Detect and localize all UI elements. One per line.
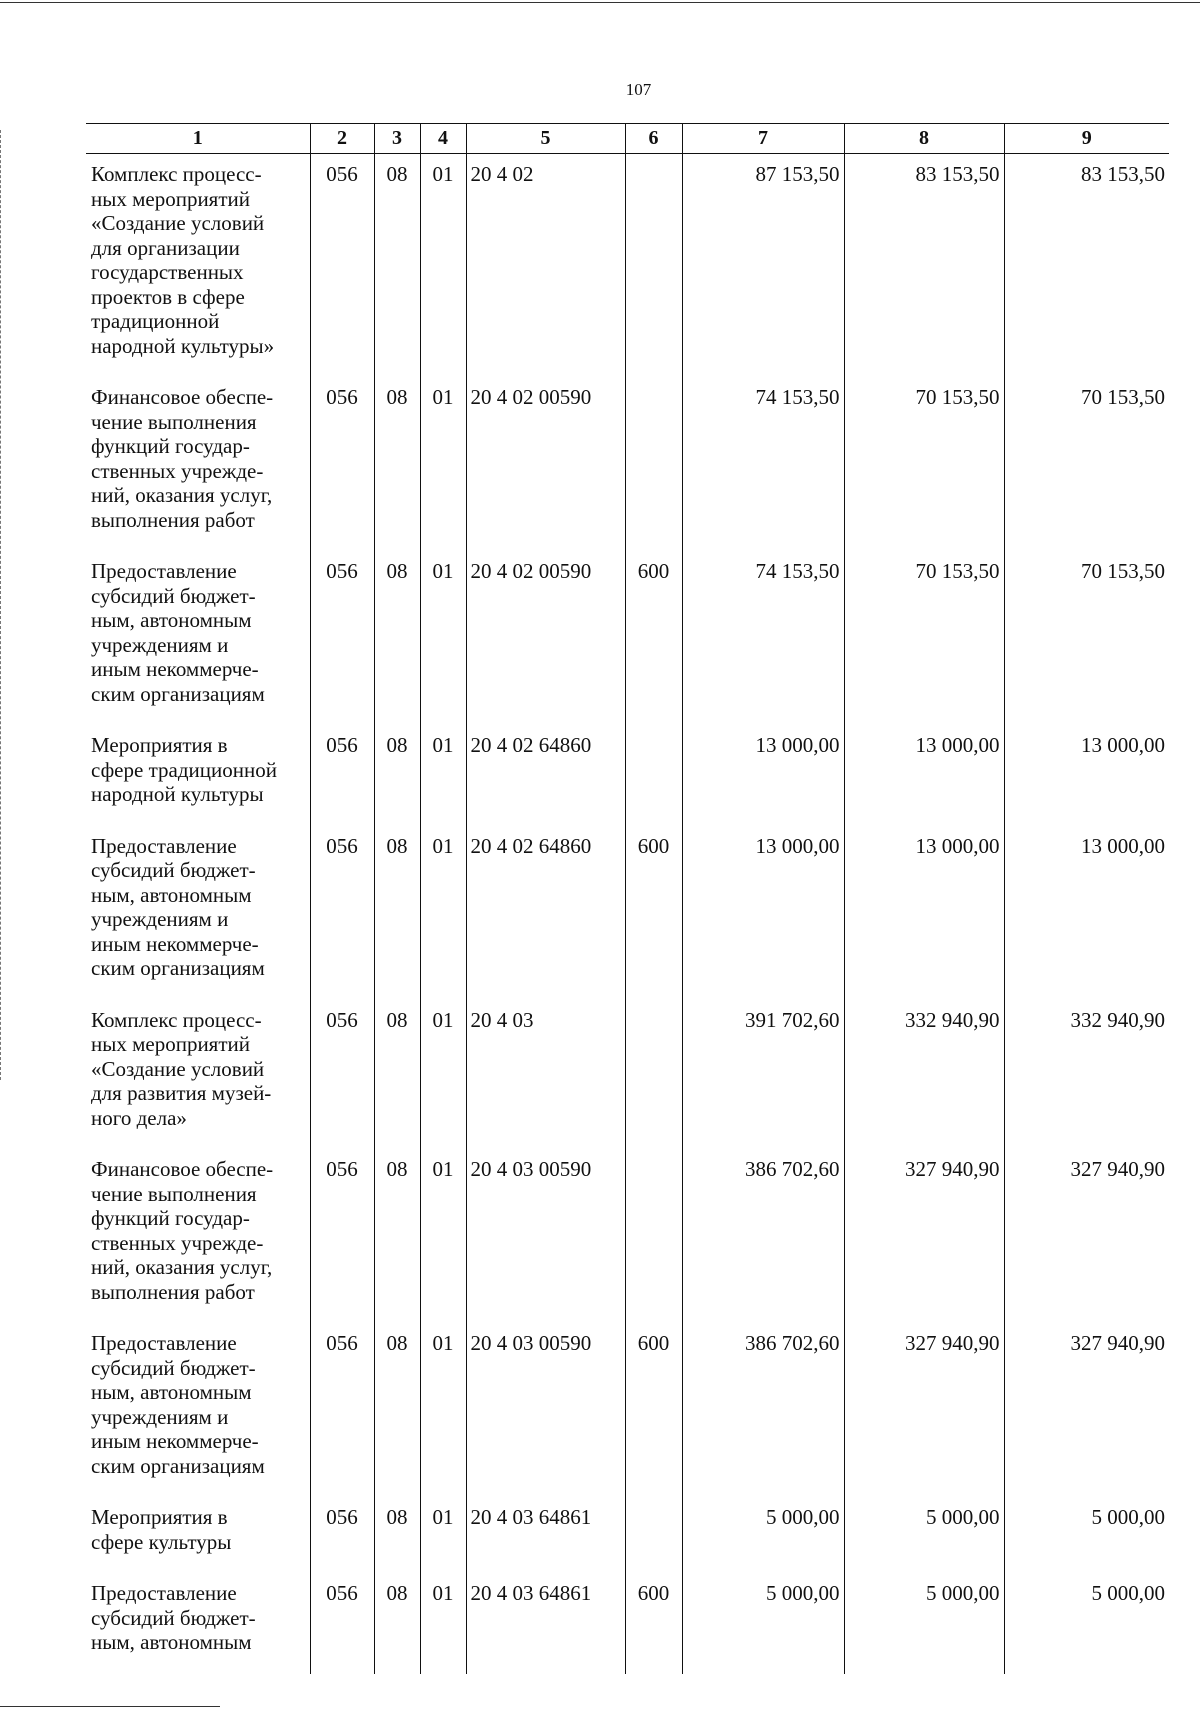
row-name-cell: Предоставление субсидий бюджет- ным, автономным учреждениям и иным некоммерче- ским организациям <box>91 833 265 980</box>
amount-year2-cell: 13 000,00 <box>844 725 1004 826</box>
expense-type-cell <box>625 1000 682 1150</box>
amount-year2-cell: 327 940,90 <box>844 1323 1004 1497</box>
target-article-cell: 20 4 02 00590 <box>466 551 625 725</box>
amount-year1-cell: 13 000,00 <box>682 725 844 826</box>
row-name-cell: Мероприятия в сфере культуры <box>91 1505 232 1554</box>
expense-type-cell: 600 <box>625 1573 682 1674</box>
section-code-cell: 08 <box>374 551 420 725</box>
amount-year1-cell: 386 702,60 <box>682 1323 844 1497</box>
amount-year3-cell: 13 000,00 <box>1004 725 1169 826</box>
amount-year3-cell: 13 000,00 <box>1004 826 1169 1000</box>
table-row <box>86 826 1169 1000</box>
table-row <box>86 1000 1169 1150</box>
scan-top-border <box>0 2 1200 3</box>
column-header-4: 4 <box>420 124 466 154</box>
subsection-code-cell: 01 <box>420 826 466 1000</box>
amount-year2-cell: 70 153,50 <box>844 551 1004 725</box>
table-row <box>86 725 1169 826</box>
amount-year2-cell: 5 000,00 <box>844 1573 1004 1674</box>
row-name-cell: Предоставление субсидий бюджет- ным, автономным учреждениям и иным некоммерче- ским организациям <box>91 559 265 706</box>
amount-year3-cell: 327 940,90 <box>1004 1149 1169 1323</box>
section-code-cell: 08 <box>374 1497 420 1573</box>
subsection-code-cell: 01 <box>420 725 466 826</box>
section-code-cell: 08 <box>374 725 420 826</box>
ministry-code-cell: 056 <box>310 1149 374 1323</box>
ministry-code-cell: 056 <box>310 551 374 725</box>
amount-year1-cell: 5 000,00 <box>682 1497 844 1573</box>
table-row <box>86 1149 1169 1323</box>
subsection-code-cell: 01 <box>420 1323 466 1497</box>
subsection-code-cell: 01 <box>420 1573 466 1674</box>
target-article-cell: 20 4 02 00590 <box>466 377 625 551</box>
column-header-9: 9 <box>1004 124 1169 154</box>
amount-year3-cell: 70 153,50 <box>1004 551 1169 725</box>
amount-year2-cell: 70 153,50 <box>844 377 1004 551</box>
column-header-1: 1 <box>86 124 310 154</box>
column-header-7: 7 <box>682 124 844 154</box>
row-name-cell: Комплекс процесс- ных мероприятий «Создание условий для развития музей- ного дела» <box>91 1007 272 1130</box>
target-article-cell: 20 4 03 64861 <box>466 1497 625 1573</box>
target-article-cell: 20 4 02 <box>466 154 625 378</box>
table-row <box>86 1497 1169 1573</box>
expense-type-cell <box>625 377 682 551</box>
amount-year3-cell: 83 153,50 <box>1004 154 1169 378</box>
amount-year3-cell: 70 153,50 <box>1004 377 1169 551</box>
section-code-cell: 08 <box>374 826 420 1000</box>
section-code-cell: 08 <box>374 1573 420 1674</box>
expense-type-cell <box>625 1149 682 1323</box>
target-article-cell: 20 4 03 00590 <box>466 1323 625 1497</box>
row-name-cell: Комплекс процесс- ных мероприятий «Создание условий для организации государственных проектов в сфере традиционной народной культуры» <box>91 162 275 358</box>
table-row <box>86 1323 1169 1497</box>
subsection-code-cell: 01 <box>420 551 466 725</box>
amount-year1-cell: 74 153,50 <box>682 377 844 551</box>
subsection-code-cell: 01 <box>420 377 466 551</box>
ministry-code-cell: 056 <box>310 1497 374 1573</box>
amount-year1-cell: 74 153,50 <box>682 551 844 725</box>
amount-year2-cell: 5 000,00 <box>844 1497 1004 1573</box>
row-name-cell: Финансовое обеспе- чение выполнения функций государ- ственных учрежде- ний, оказания услуг, выполнения работ <box>91 385 274 532</box>
amount-year1-cell: 386 702,60 <box>682 1149 844 1323</box>
header-row <box>86 124 1169 154</box>
column-header-5: 5 <box>466 124 625 154</box>
amount-year3-cell: 5 000,00 <box>1004 1573 1169 1674</box>
ministry-code-cell: 056 <box>310 154 374 378</box>
ministry-code-cell: 056 <box>310 1573 374 1674</box>
column-header-8: 8 <box>844 124 1004 154</box>
column-header-6: 6 <box>625 124 682 154</box>
expense-type-cell <box>625 725 682 826</box>
expense-type-cell <box>625 1497 682 1573</box>
amount-year1-cell: 391 702,60 <box>682 1000 844 1150</box>
subsection-code-cell: 01 <box>420 154 466 378</box>
ministry-code-cell: 056 <box>310 1323 374 1497</box>
amount-year3-cell: 5 000,00 <box>1004 1497 1169 1573</box>
table-body <box>86 154 1169 1674</box>
column-header-3: 3 <box>374 124 420 154</box>
amount-year2-cell: 327 940,90 <box>844 1149 1004 1323</box>
target-article-cell: 20 4 02 64860 <box>466 725 625 826</box>
section-code-cell: 08 <box>374 154 420 378</box>
amount-year3-cell: 332 940,90 <box>1004 1000 1169 1150</box>
budget-table <box>86 123 1169 1674</box>
section-code-cell: 08 <box>374 1000 420 1150</box>
scan-left-edge-marks <box>0 130 3 1080</box>
row-name-cell: Финансовое обеспе- чение выполнения функций государ- ственных учрежде- ний, оказания услуг, выполнения работ <box>91 1157 274 1304</box>
amount-year2-cell: 332 940,90 <box>844 1000 1004 1150</box>
target-article-cell: 20 4 03 00590 <box>466 1149 625 1323</box>
amount-year1-cell: 13 000,00 <box>682 826 844 1000</box>
amount-year3-cell: 327 940,90 <box>1004 1323 1169 1497</box>
target-article-cell: 20 4 02 64860 <box>466 826 625 1000</box>
expense-type-cell: 600 <box>625 551 682 725</box>
amount-year1-cell: 87 153,50 <box>682 154 844 378</box>
ministry-code-cell: 056 <box>310 725 374 826</box>
page-number: 107 <box>625 80 652 99</box>
ministry-code-cell: 056 <box>310 1000 374 1150</box>
amount-year2-cell: 83 153,50 <box>844 154 1004 378</box>
subsection-code-cell: 01 <box>420 1000 466 1150</box>
row-name-cell: Предоставление субсидий бюджет- ным, автономным <box>91 1581 256 1654</box>
row-name-cell: Предоставление субсидий бюджет- ным, автономным учреждениям и иным некоммерче- ским организациям <box>91 1331 265 1478</box>
table-row <box>86 154 1169 378</box>
table-row <box>86 377 1169 551</box>
table-row <box>86 1573 1169 1674</box>
expense-type-cell: 600 <box>625 826 682 1000</box>
section-code-cell: 08 <box>374 1149 420 1323</box>
expense-type-cell: 600 <box>625 1323 682 1497</box>
table-header <box>86 124 1169 154</box>
amount-year1-cell: 5 000,00 <box>682 1573 844 1674</box>
target-article-cell: 20 4 03 64861 <box>466 1573 625 1674</box>
section-code-cell: 08 <box>374 1323 420 1497</box>
scan-bottom-border <box>0 1706 220 1707</box>
subsection-code-cell: 01 <box>420 1149 466 1323</box>
row-name-cell: Мероприятия в сфере традиционной народной культуры <box>91 733 277 806</box>
subsection-code-cell: 01 <box>420 1497 466 1573</box>
column-header-2: 2 <box>310 124 374 154</box>
ministry-code-cell: 056 <box>310 377 374 551</box>
table-row <box>86 551 1169 725</box>
amount-year2-cell: 13 000,00 <box>844 826 1004 1000</box>
section-code-cell: 08 <box>374 377 420 551</box>
ministry-code-cell: 056 <box>310 826 374 1000</box>
expense-type-cell <box>625 154 682 378</box>
target-article-cell: 20 4 03 <box>466 1000 625 1150</box>
